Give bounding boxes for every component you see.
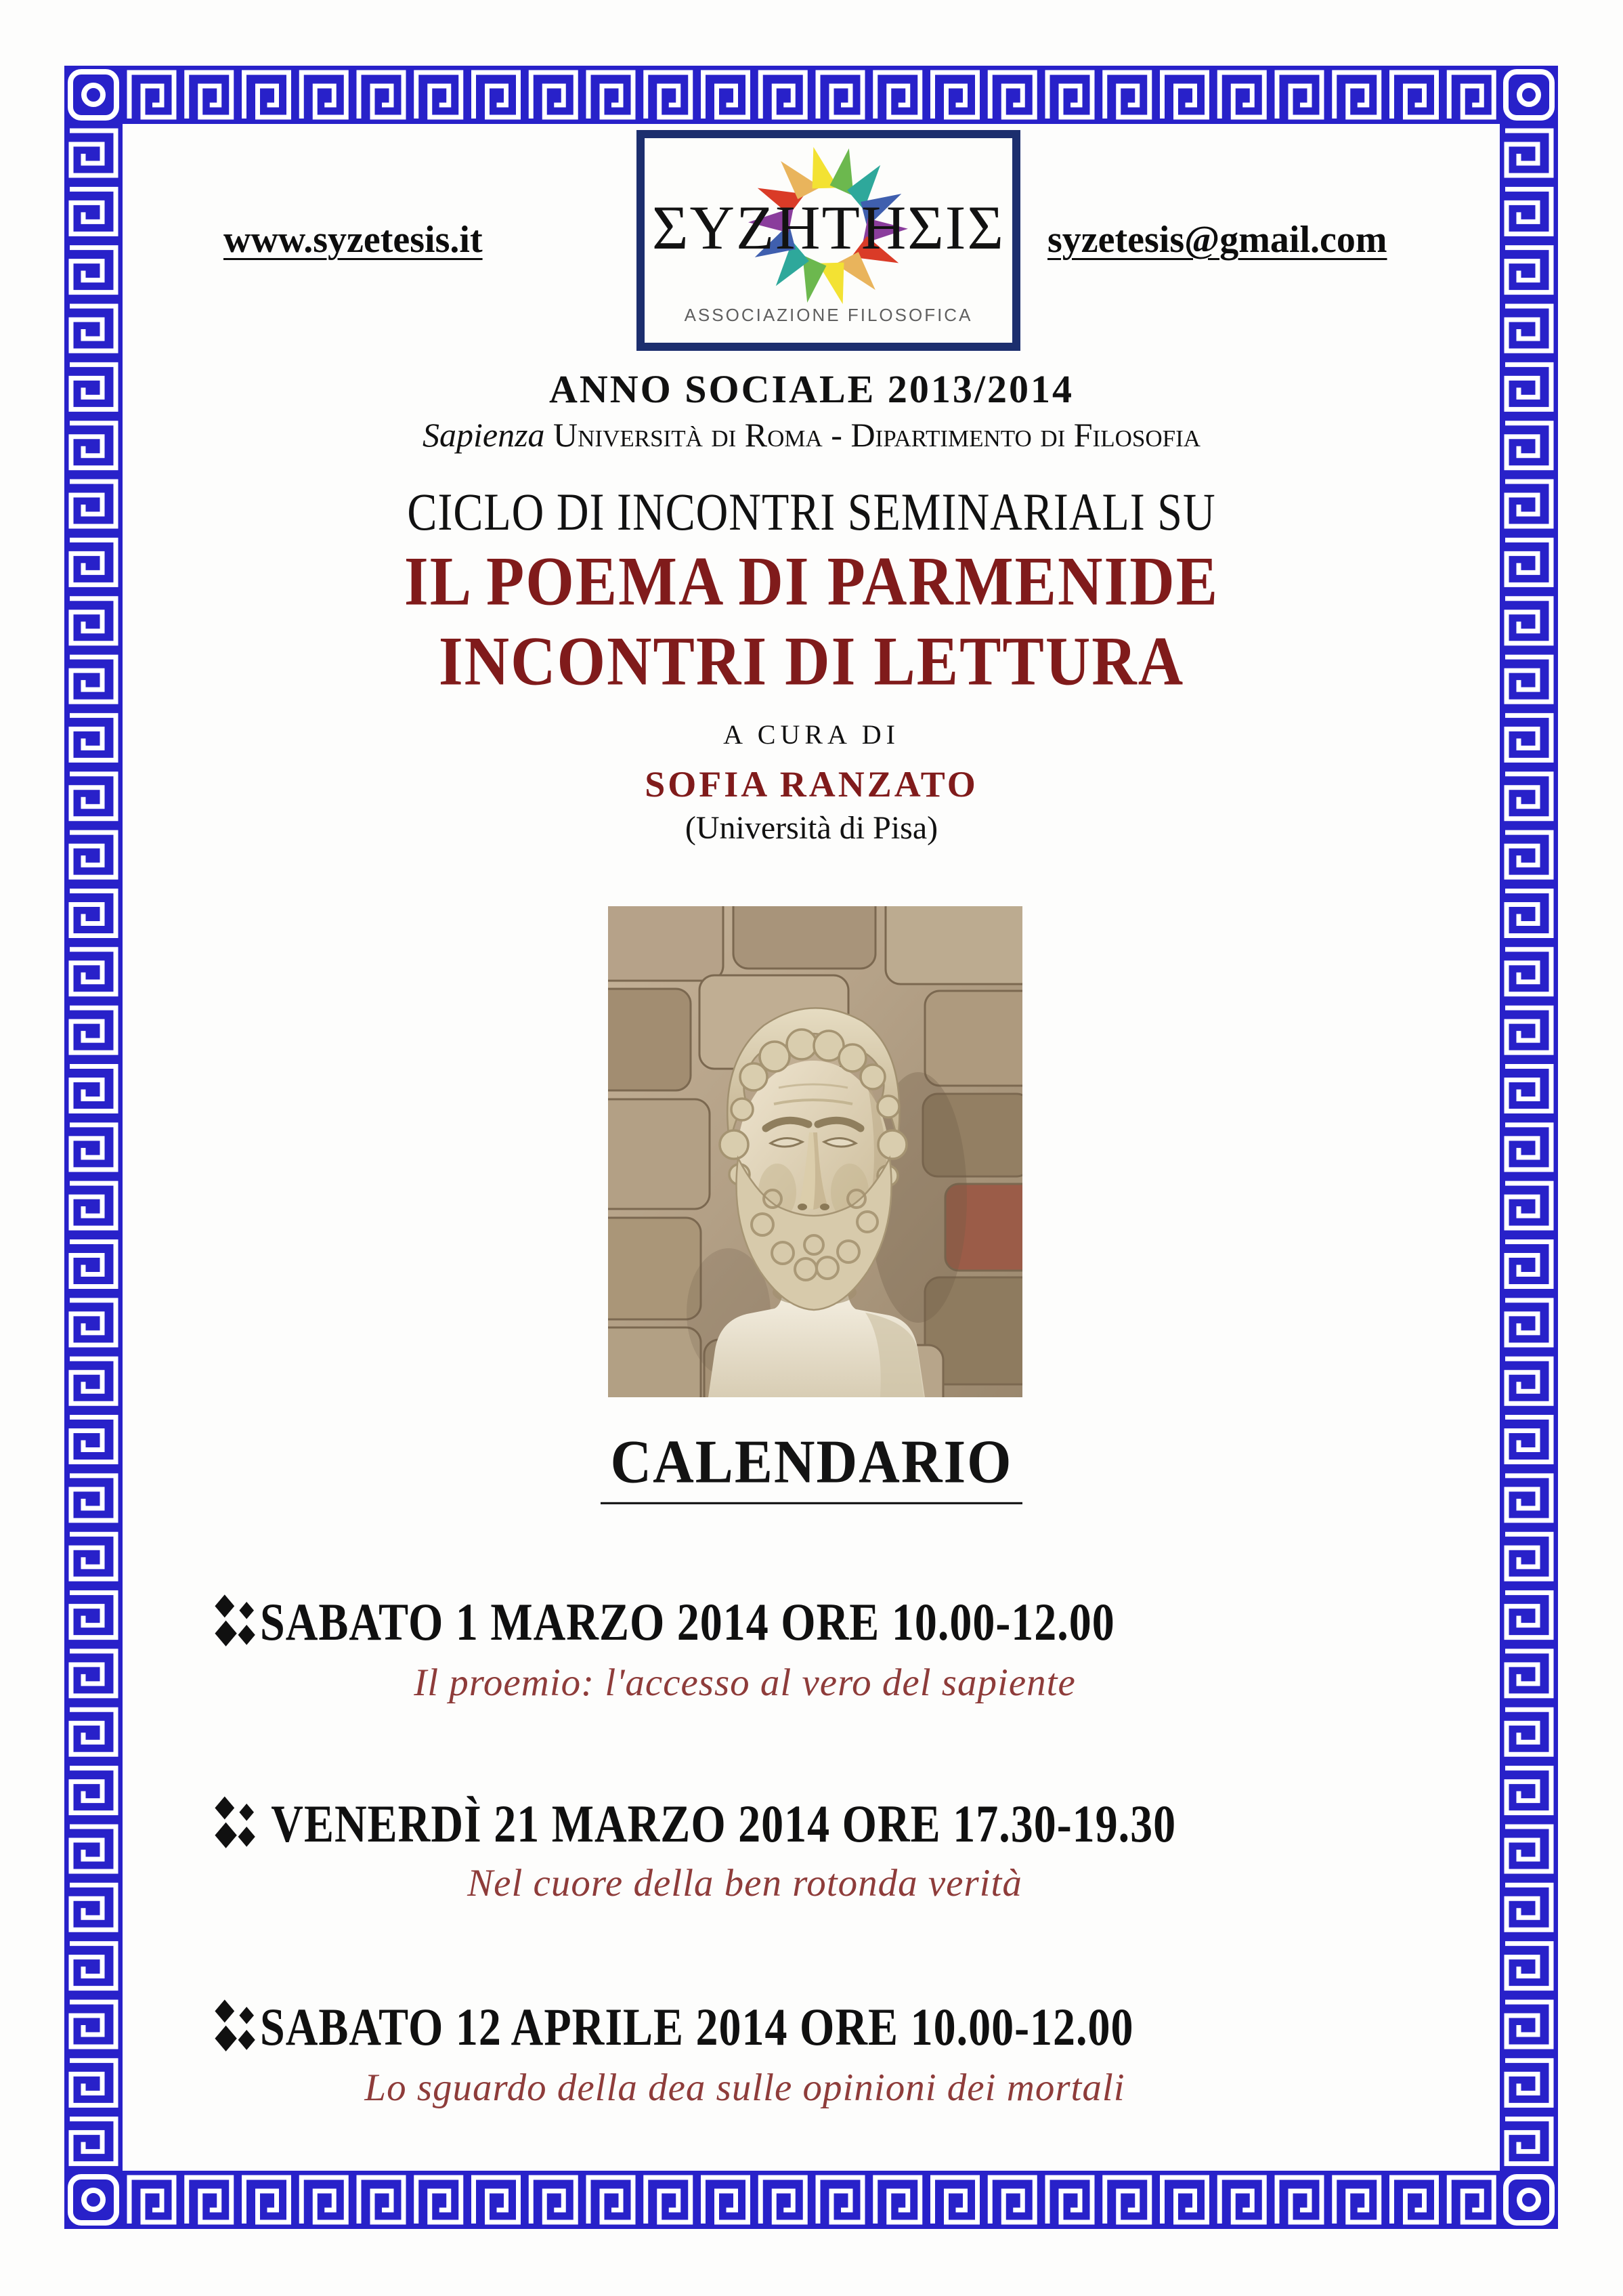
calendar-event-2	[211, 1792, 1176, 1855]
curator-name: SOFIA RANZATO	[645, 764, 978, 805]
four-diamond-bullet-icon	[211, 1792, 260, 1850]
association-logo	[636, 130, 1020, 351]
university-department: Università di Roma - Dipartimento di Filosofia	[544, 416, 1201, 454]
calendar-event-1	[211, 1590, 1115, 1653]
event-theme-2: Nel cuore della ben rotonda verità	[467, 1862, 1022, 1905]
calendar-event-3	[211, 1995, 1134, 2058]
university-line	[0, 417, 1623, 453]
four-diamond-bullet-icon	[211, 1995, 260, 2053]
event-date: SABATO 12 APRILE 2014 ORE 10.00-12.00	[260, 1998, 1134, 2057]
email-link[interactable]: syzetesis@gmail.com	[1047, 219, 1387, 261]
logo-association-label: ASSOCIAZIONE FILOSOFICA	[684, 305, 973, 325]
event-date: SABATO 1 MARZO 2014 ORE 10.00-12.00	[260, 1593, 1115, 1652]
event-theme-3: Lo sguardo della dea sulle opinioni dei mortali	[364, 2066, 1125, 2109]
series-line: CICLO DI INCONTRI SEMINARIALI SU	[407, 483, 1216, 542]
anno-sociale-line: ANNO SOCIALE 2013/2014	[549, 367, 1074, 411]
poster-title-line1: IL POEMA DI PARMENIDE	[404, 542, 1219, 620]
curated-by-label: A CURA DI	[723, 719, 900, 750]
website-link[interactable]: www.syzetesis.it	[223, 219, 483, 261]
poster-title-line2: INCONTRI DI LETTURA	[438, 622, 1185, 700]
parmenides-bust-image	[608, 906, 1022, 1397]
event-date: VENERDÌ 21 MARZO 2014 ORE 17.30-19.30	[260, 1795, 1177, 1854]
calendario-heading: CALENDARIO	[0, 1430, 1623, 1499]
university-name-italic: Sapienza	[422, 416, 545, 454]
four-diamond-bullet-icon	[211, 1590, 260, 1648]
logo-wordmark: ΣΥΖΗΤΗΣΙΣ	[652, 193, 1005, 262]
curator-affiliation: (Università di Pisa)	[685, 810, 938, 846]
event-theme-1: Il proemio: l'accesso al vero del sapiente	[414, 1661, 1076, 1704]
